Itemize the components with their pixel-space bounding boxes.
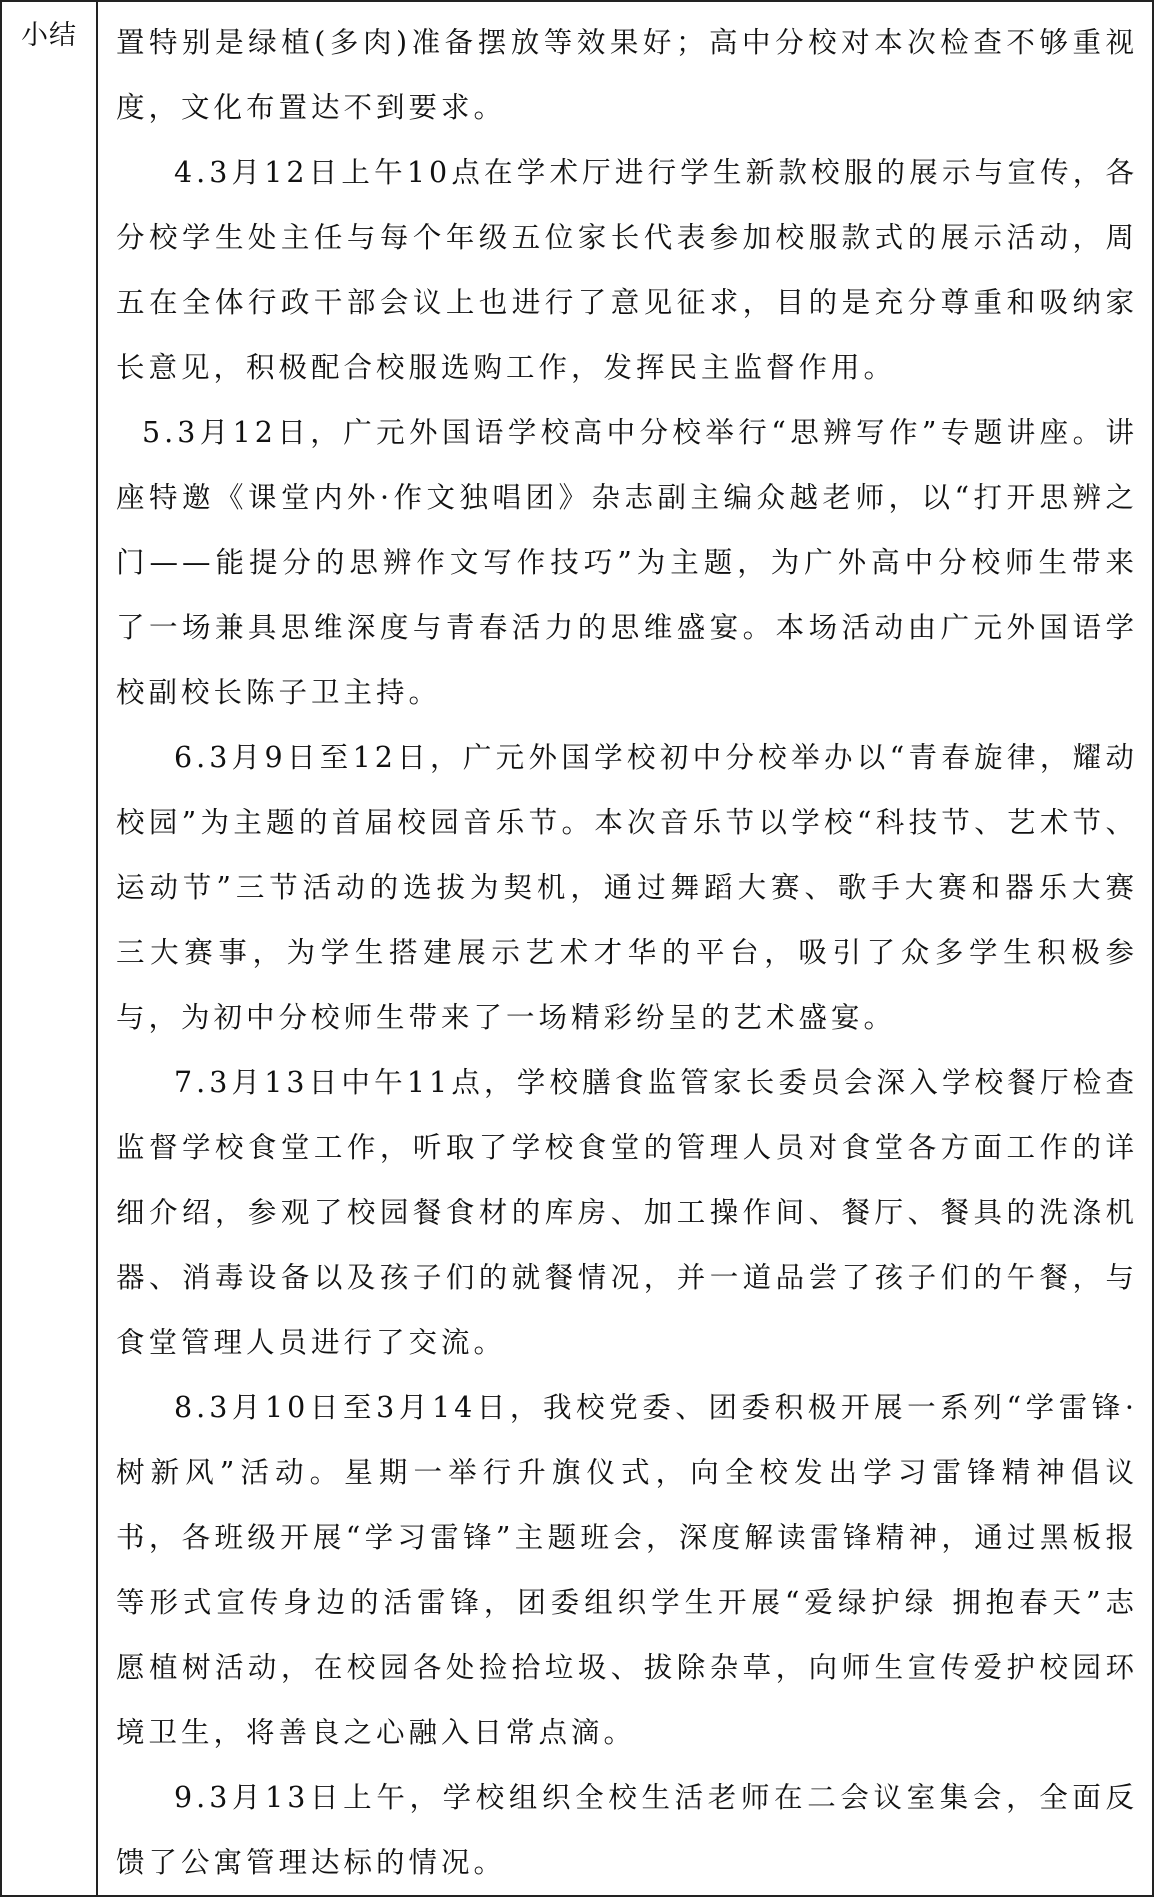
content-cell (97, 1, 1153, 1896)
content-body (98, 2, 1152, 1895)
paragraph-item-7: 7.3月13日中午11点，学校膳食监管家长委员会深入学校餐厅检查监督学校食堂工作，听取了学校食堂的管理人员对食堂各方面工作的详细介绍，参观了校园餐食材的库房、加工操作间、餐厅、餐具的洗涤机器、消毒设备以及孩子们的就餐情况，并一道品尝了孩子们的午餐，与食堂管理人员进行了交流。 (116, 1066, 1138, 1359)
row-label-cell (1, 1, 97, 1896)
row-label: 小结 (21, 20, 77, 51)
summary-row (1, 1, 1153, 1896)
paragraph-item-5: 5.3月12日，广元外国语学校高中分校举行“思辨写作”专题讲座。讲座特邀《课堂内外·作文独唱团》杂志副主编众越老师，以“打开思辨之门——能提分的思辨作文写作技巧”为主题，为广外高中分校师生带来了一场兼具思维深度与青春活力的思维盛宴。本场活动由广元外国语学校副校长陈子卫主持。 (116, 416, 1138, 709)
paragraph-item-4: 4.3月12日上午10点在学术厅进行学生新款校服的展示与宣传，各分校学生处主任与每个年级五位家长代表参加校服款式的展示活动，周五在全体行政干部会议上也进行了意见征求，目的是充分尊重和吸纳家长意见，积极配合校服选购工作，发挥民主监督作用。 (116, 156, 1138, 384)
paragraph-item-9: 9.3月13日上午，学校组织全校生活老师在二会议室集会，全面反馈了公寓管理达标的情况。 (116, 1781, 1138, 1879)
paragraph-item-8: 8.3月10日至3月14日，我校党委、团委积极开展一系列“学雷锋·树新风”活动。星期一举行升旗仪式，向全校发出学习雷锋精神倡议书，各班级开展“学习雷锋”主题班会，深度解读雷锋精神，通过黑板报等形式宣传身边的活雷锋，团委组织学生开展“爱绿护绿 拥抱春天”志愿植树活动，在校园各处捡拾垃圾、拔除杂草，向师生宣传爱护校园环境卫生，将善良之心融入日常点滴。 (116, 1391, 1138, 1749)
paragraph-continued: 置特别是绿植(多肉)准备摆放等效果好；高中分校对本次检查不够重视度，文化布置达不到要求。 (116, 26, 1138, 124)
paragraph-item-6: 6.3月9日至12日，广元外国学校初中分校举办以“青春旋律，耀动校园”为主题的首届校园音乐节。本次音乐节以学校“科技节、艺术节、运动节”三节活动的选拔为契机，通过舞蹈大赛、歌手大赛和器乐大赛三大赛事，为学生搭建展示艺术才华的平台，吸引了众多学生积极参与，为初中分校师生带来了一场精彩纷呈的艺术盛宴。 (116, 741, 1138, 1034)
